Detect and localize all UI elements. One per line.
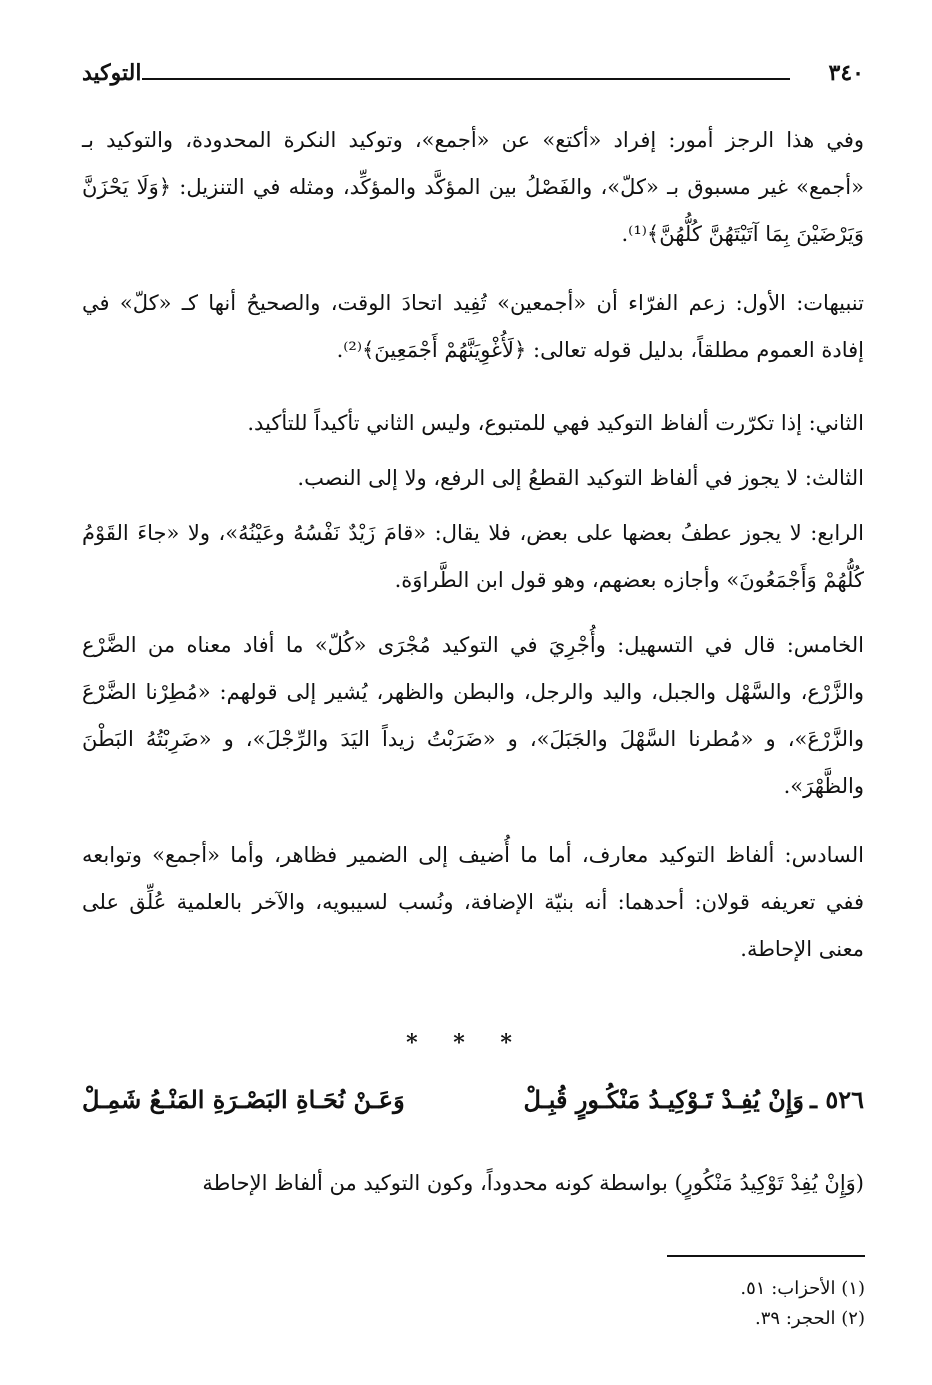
paragraph-notice-third: الثالث: لا يجوز في ألفاظ التوكيد القطعُ إلى الرفع، ولا إلى النصب.	[297, 466, 864, 490]
paragraph-notice-sixth: السادس: ألفاظ التوكيد معارف، أما ما أُضيف إلى الضمير فظاهر، وأما «أجمع» وتوابعه ففي تعريفه قولان: أحدهما: أنه بنيّة الإضافة، ونُسب لسيبويه، والآخر بالعلمية عُلِّق على معنى الإحاطة.	[82, 843, 864, 961]
page-number: ٣٤٠	[828, 60, 864, 86]
paragraph-notice-fourth: الرابع: لا يجوز عطفُ بعضها على بعض، فلا يقال: «قامَ زَيْدٌ نَفْسُهُ وعَيْنُهُ»، ولا «جاءَ القَوْمُ كُلُّهُمْ وَأَجْمَعُونَ» وأجازه بعضهم، وهو قول ابن الطَّراوَة.	[82, 521, 864, 592]
paragraph-rajaz-notes: وفي هذا الرجز أمور: إفراد «أكتع» عن «أجمع»، وتوكيد النكرة المحدودة، والتوكيد بـ «أجمع» غير مسبوق بـ «كلّ»، والفَصْلُ بين المؤكَّد والمؤكِّد، ومثله في التنزيل: ﴿وَلَا يَحْزَنَّ وَيَرْضَيْنَ بِمَا آتَيْتَهُنَّ كُلُّهُنَّ﴾⁽¹⁾.	[82, 128, 864, 246]
paragraph-notice-first: تنبيهات: الأول: زعم الفرّاء أن «أجمعين» تُفِيد اتحادَ الوقت، والصحيحُ أنها كـ «كلّ» في إفادة العموم مطلقاً، بدليل قوله تعالى: ﴿لَأُغْوِيَنَّهُمْ أَجْمَعِينَ﴾⁽²⁾.	[82, 291, 864, 362]
paragraph-notice-fifth: الخامس: قال في التسهيل: وأُجْرِيَ في التوكيد مُجْرَى «كُلّ» ما أفاد معناه من الضَّرْع والزَّرْع، والسَّهْل والجبل، واليد والرجل، والبطن والظهر، يُشير إلى قولهم: «مُطِرْنا الضَّرْعَ والزَّرْعَ»، و «مُطرنا السَّهْلَ والجَبَلَ»، و «ضَرَبْتُ زيداً اليَدَ والرِّجْلَ»، و «ضَرِبْتُهُ البَطْنَ والظَّهْرَ».	[82, 633, 864, 798]
verse-number: ٥٢٦ ـ	[809, 1085, 864, 1114]
footnote-1: (١) الأحزاب: ٥١.	[740, 1278, 865, 1299]
footnote-2: (٢) الحجر: ٣٩.	[755, 1308, 865, 1329]
verse-line	[82, 1085, 864, 1129]
footnote-rule	[667, 1255, 865, 1257]
running-header	[82, 60, 864, 100]
paragraph-notice-second: الثاني: إذا تكرّرت ألفاظ التوكيد فهي للمتبوع، وليس الثاني تأكيداً للتأكيد.	[247, 411, 864, 435]
section-separator: * * *	[406, 1030, 526, 1056]
verse-first-hemistich: وَإِنْ يُفِـدْ تَـوْكِيـدُ مَنْكُـورٍ قُبِـلْ	[523, 1085, 804, 1114]
verse-second-hemistich: وَعَـنْ نُحَـاةِ البَصْـرَةِ المَنْـعُ شَمِـلْ	[82, 1085, 405, 1114]
header-rule	[142, 78, 790, 80]
verse-commentary: (وَإِنْ يُفِدْ تَوْكِيدُ مَنْكُورٍ) بواسطة كونه محدوداً، وكون التوكيد من ألفاظ الإحاطة	[202, 1171, 864, 1195]
chapter-title: التوكيد	[82, 60, 142, 86]
